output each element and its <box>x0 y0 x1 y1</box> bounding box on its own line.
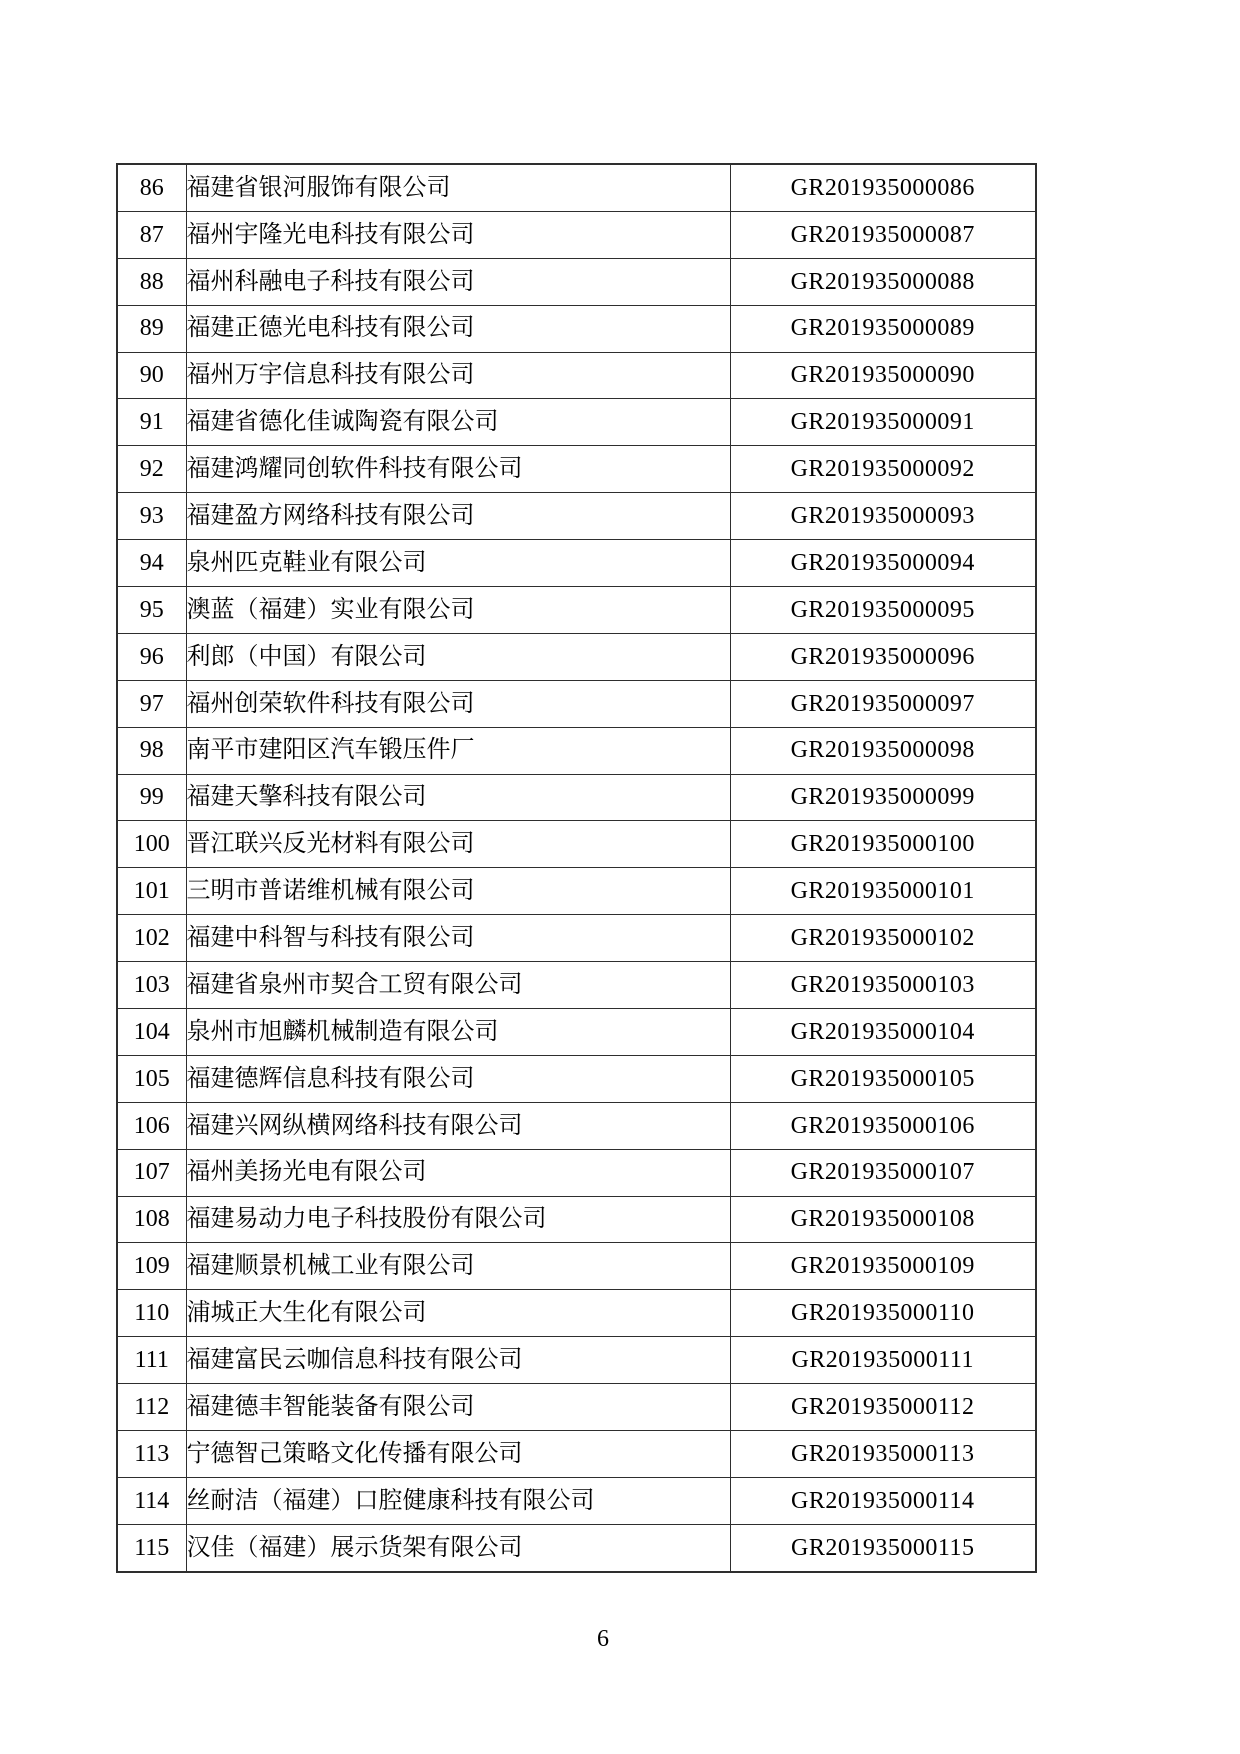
company-name: 泉州匹克鞋业有限公司 <box>186 540 730 587</box>
certificate-number: GR201935000114 <box>730 1477 1036 1524</box>
certificate-number: GR201935000106 <box>730 1102 1036 1149</box>
table-row <box>117 962 1036 1009</box>
table-row <box>117 1477 1036 1524</box>
table-row <box>117 1431 1036 1478</box>
company-name: 福建中科智与科技有限公司 <box>186 915 730 962</box>
row-index: 108 <box>117 1196 186 1243</box>
table-row <box>117 1149 1036 1196</box>
company-name: 福建顺景机械工业有限公司 <box>186 1243 730 1290</box>
certificate-number: GR201935000102 <box>730 915 1036 962</box>
table-row <box>117 1055 1036 1102</box>
company-name: 福建兴网纵横网络科技有限公司 <box>186 1102 730 1149</box>
row-index: 94 <box>117 540 186 587</box>
certificate-number: GR201935000105 <box>730 1055 1036 1102</box>
company-name: 福州美扬光电有限公司 <box>186 1149 730 1196</box>
company-name: 福建盈方网络科技有限公司 <box>186 493 730 540</box>
row-index: 113 <box>117 1431 186 1478</box>
company-name: 福建德辉信息科技有限公司 <box>186 1055 730 1102</box>
company-name: 利郎（中国）有限公司 <box>186 633 730 680</box>
table-row <box>117 399 1036 446</box>
row-index: 98 <box>117 727 186 774</box>
row-index: 97 <box>117 680 186 727</box>
table-row <box>117 493 1036 540</box>
table-row <box>117 680 1036 727</box>
row-index: 109 <box>117 1243 186 1290</box>
certificate-table-body <box>117 164 1036 1572</box>
company-name: 南平市建阳区汽车锻压件厂 <box>186 727 730 774</box>
row-index: 89 <box>117 305 186 352</box>
table-row <box>117 258 1036 305</box>
certificate-number: GR201935000095 <box>730 587 1036 634</box>
certificate-number: GR201935000101 <box>730 868 1036 915</box>
row-index: 104 <box>117 1009 186 1056</box>
row-index: 88 <box>117 258 186 305</box>
company-name: 宁德智己策略文化传播有限公司 <box>186 1431 730 1478</box>
table-row <box>117 1243 1036 1290</box>
company-name: 浦城正大生化有限公司 <box>186 1290 730 1337</box>
table-row <box>117 1337 1036 1384</box>
row-index: 96 <box>117 633 186 680</box>
table-row <box>117 868 1036 915</box>
certificate-number: GR201935000112 <box>730 1384 1036 1431</box>
company-name: 福建省银河服饰有限公司 <box>186 164 730 211</box>
row-index: 106 <box>117 1102 186 1149</box>
table-row <box>117 1196 1036 1243</box>
row-index: 86 <box>117 164 186 211</box>
company-name: 泉州市旭麟机械制造有限公司 <box>186 1009 730 1056</box>
table-row <box>117 587 1036 634</box>
company-name: 福州宇隆光电科技有限公司 <box>186 211 730 258</box>
certificate-number: GR201935000098 <box>730 727 1036 774</box>
certificate-number: GR201935000089 <box>730 305 1036 352</box>
certificate-number: GR201935000088 <box>730 258 1036 305</box>
table-row <box>117 1009 1036 1056</box>
company-name: 福州万宇信息科技有限公司 <box>186 352 730 399</box>
table-row <box>117 727 1036 774</box>
row-index: 90 <box>117 352 186 399</box>
row-index: 102 <box>117 915 186 962</box>
certificate-table <box>116 163 1037 1573</box>
certificate-number: GR201935000094 <box>730 540 1036 587</box>
company-name: 福建易动力电子科技股份有限公司 <box>186 1196 730 1243</box>
certificate-number: GR201935000091 <box>730 399 1036 446</box>
row-index: 110 <box>117 1290 186 1337</box>
certificate-number: GR201935000107 <box>730 1149 1036 1196</box>
row-index: 111 <box>117 1337 186 1384</box>
certificate-number: GR201935000090 <box>730 352 1036 399</box>
table-row <box>117 915 1036 962</box>
company-name: 三明市普诺维机械有限公司 <box>186 868 730 915</box>
row-index: 105 <box>117 1055 186 1102</box>
company-name: 福建省德化佳诚陶瓷有限公司 <box>186 399 730 446</box>
company-name: 丝耐洁（福建）口腔健康科技有限公司 <box>186 1477 730 1524</box>
page-number: 6 <box>597 1626 609 1652</box>
row-index: 100 <box>117 821 186 868</box>
table-row <box>117 633 1036 680</box>
company-name: 福建富民云咖信息科技有限公司 <box>186 1337 730 1384</box>
table-row <box>117 821 1036 868</box>
table-row <box>117 164 1036 211</box>
company-name: 福建省泉州市契合工贸有限公司 <box>186 962 730 1009</box>
table-row <box>117 211 1036 258</box>
company-name: 福建德丰智能装备有限公司 <box>186 1384 730 1431</box>
row-index: 115 <box>117 1524 186 1571</box>
certificate-number: GR201935000093 <box>730 493 1036 540</box>
certificate-number: GR201935000115 <box>730 1524 1036 1571</box>
row-index: 101 <box>117 868 186 915</box>
company-name: 澳蓝（福建）实业有限公司 <box>186 587 730 634</box>
row-index: 93 <box>117 493 186 540</box>
certificate-number: GR201935000109 <box>730 1243 1036 1290</box>
certificate-number: GR201935000100 <box>730 821 1036 868</box>
row-index: 92 <box>117 446 186 493</box>
table-row <box>117 1290 1036 1337</box>
row-index: 107 <box>117 1149 186 1196</box>
certificate-number: GR201935000113 <box>730 1431 1036 1478</box>
row-index: 114 <box>117 1477 186 1524</box>
table-row <box>117 305 1036 352</box>
certificate-number: GR201935000097 <box>730 680 1036 727</box>
certificate-number: GR201935000096 <box>730 633 1036 680</box>
table-row <box>117 1102 1036 1149</box>
table-row <box>117 446 1036 493</box>
certificate-number: GR201935000104 <box>730 1009 1036 1056</box>
certificate-number: GR201935000108 <box>730 1196 1036 1243</box>
table-row <box>117 1384 1036 1431</box>
row-index: 99 <box>117 774 186 821</box>
table-row <box>117 540 1036 587</box>
company-name: 福建正德光电科技有限公司 <box>186 305 730 352</box>
certificate-number: GR201935000086 <box>730 164 1036 211</box>
table-row <box>117 1524 1036 1571</box>
certificate-number: GR201935000110 <box>730 1290 1036 1337</box>
table-row <box>117 774 1036 821</box>
row-index: 112 <box>117 1384 186 1431</box>
company-name: 福建天擎科技有限公司 <box>186 774 730 821</box>
certificate-number: GR201935000092 <box>730 446 1036 493</box>
table-row <box>117 352 1036 399</box>
row-index: 87 <box>117 211 186 258</box>
company-name: 福建鸿耀同创软件科技有限公司 <box>186 446 730 493</box>
company-name: 福州创荣软件科技有限公司 <box>186 680 730 727</box>
certificate-number: GR201935000099 <box>730 774 1036 821</box>
company-name: 汉佳（福建）展示货架有限公司 <box>186 1524 730 1571</box>
certificate-number: GR201935000087 <box>730 211 1036 258</box>
company-name: 福州科融电子科技有限公司 <box>186 258 730 305</box>
row-index: 95 <box>117 587 186 634</box>
certificate-number: GR201935000103 <box>730 962 1036 1009</box>
company-name: 晋江联兴反光材料有限公司 <box>186 821 730 868</box>
certificate-number: GR201935000111 <box>730 1337 1036 1384</box>
row-index: 103 <box>117 962 186 1009</box>
row-index: 91 <box>117 399 186 446</box>
